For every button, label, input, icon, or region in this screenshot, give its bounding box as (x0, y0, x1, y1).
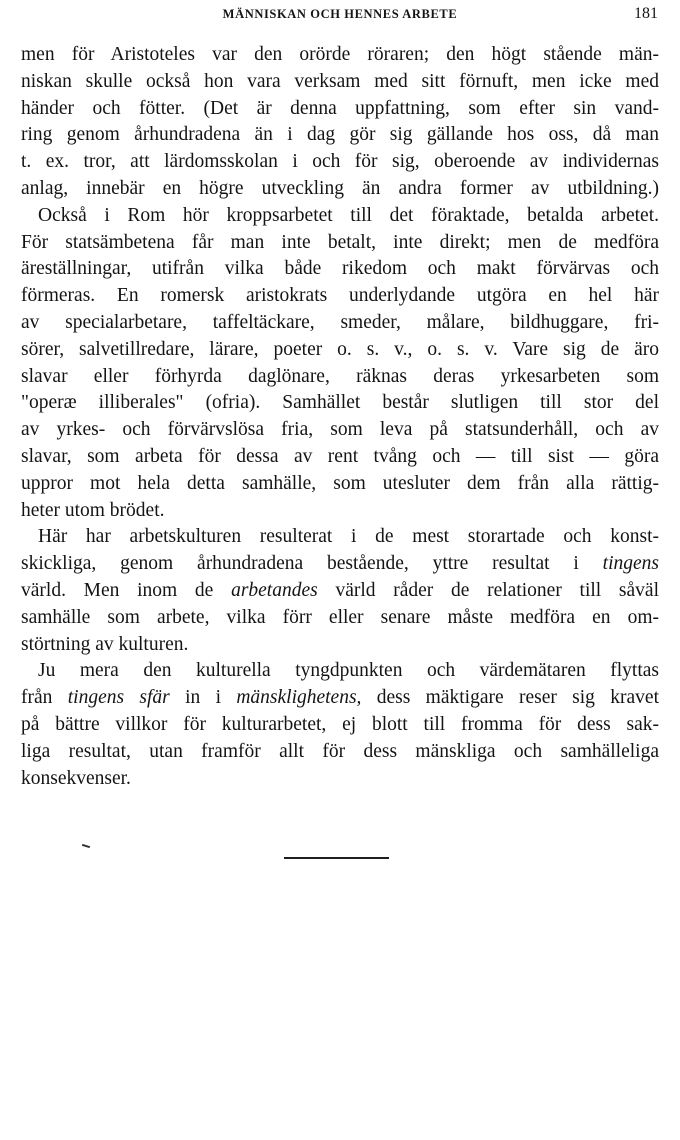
running-title: MÄNNISKAN OCH HENNES ARBETE (222, 7, 458, 21)
text-line: av specialarbetare, taffeltäckare, smeder, målare, bildhuggare, fri- (21, 311, 659, 333)
text-line: men för Aristoteles var den orörde röraren; den högt stående män- (21, 44, 659, 65)
italic-emphasis: tingens sfär (67, 687, 170, 709)
text-line: Också i Rom hör kroppsarbetet till det föraktade, betalda arbetet. (38, 204, 659, 226)
stray-ink-mark (82, 844, 90, 848)
text-line: t. ex. tror, att lärdomsskolan i och för sig, oberoende av individernas (21, 151, 659, 173)
text-line: på bättre villkor för kulturarbetet, ej blott till fromma för dess sak- (21, 713, 659, 735)
text-line: slavar, som arbeta för dessa av rent tvång och — till sist — göra (21, 445, 659, 467)
text-line: konsekvenser. (21, 767, 131, 789)
page-number: 181 (634, 5, 658, 22)
section-end-rule (284, 857, 389, 859)
text-line: störtning av kulturen. (21, 633, 189, 655)
text-line: För statsämbetena får man inte betalt, inte direkt; men de medföra (21, 231, 659, 253)
text-line: uppror mot hela detta samhälle, som utesluter dem från alla rättig- (21, 472, 659, 494)
text-line: Här har arbetskulturen resulterat i de mest storartade och konst- (38, 526, 659, 548)
text-line: heter utom brödet. (21, 499, 165, 521)
text-line: niskan skulle också hon vara verksam med sitt förnuft, men icke med (21, 70, 659, 92)
text-line: Ju mera den kulturella tyngdpunkten och värdemätaren flyttas (38, 660, 659, 682)
text-line: "operæ illiberales" (ofria). Samhället består slutligen till stor del (21, 392, 659, 414)
text-line: slavar eller förhyrda daglönare, räknas deras yrkesarbeten som (21, 365, 659, 387)
text-line: förmeras. En romersk aristokrats underlydande utgöra en hel här (21, 285, 659, 307)
italic-emphasis: arbetandes (231, 579, 318, 601)
text-line: äreställningar, utifrån vilka både rikedom och makt förvärvas och (21, 258, 659, 280)
text-line: ring genom århundradena än i dag gör sig gällande hos oss, då man (21, 124, 659, 146)
text-line: värld. Men inom de arbetandes värld råder de relationer till såväl (21, 579, 659, 601)
italic-emphasis: mänsklighetens, (236, 687, 362, 709)
text-line: sörer, salvetillredare, lärare, poeter o. s. v., o. s. v. Vare sig de äro (21, 338, 659, 360)
text-line: anlag, innebär en högre utveckling än andra former av utbildning.) (21, 177, 659, 199)
text-line: samhälle som arbete, vilka förr eller senare måste medföra en om- (21, 606, 659, 628)
text-line: av yrkes- och förvärvslösa fria, som leva på statsunderhåll, och av (21, 419, 659, 441)
text-line: skickliga, genom århundradena bestående, yttre resultat i tingens (21, 553, 659, 575)
text-line: från tingens sfär in i mänsklighetens, dess mäktigare reser sig kravet (21, 687, 659, 709)
italic-emphasis: tingens (602, 553, 659, 575)
body-text (21, 42, 659, 792)
text-line: händer och fötter. (Det är denna uppfattning, som efter sin vand- (21, 97, 659, 119)
text-line: liga resultat, utan framför allt för dess mänskliga och samhälleliga (21, 740, 659, 762)
